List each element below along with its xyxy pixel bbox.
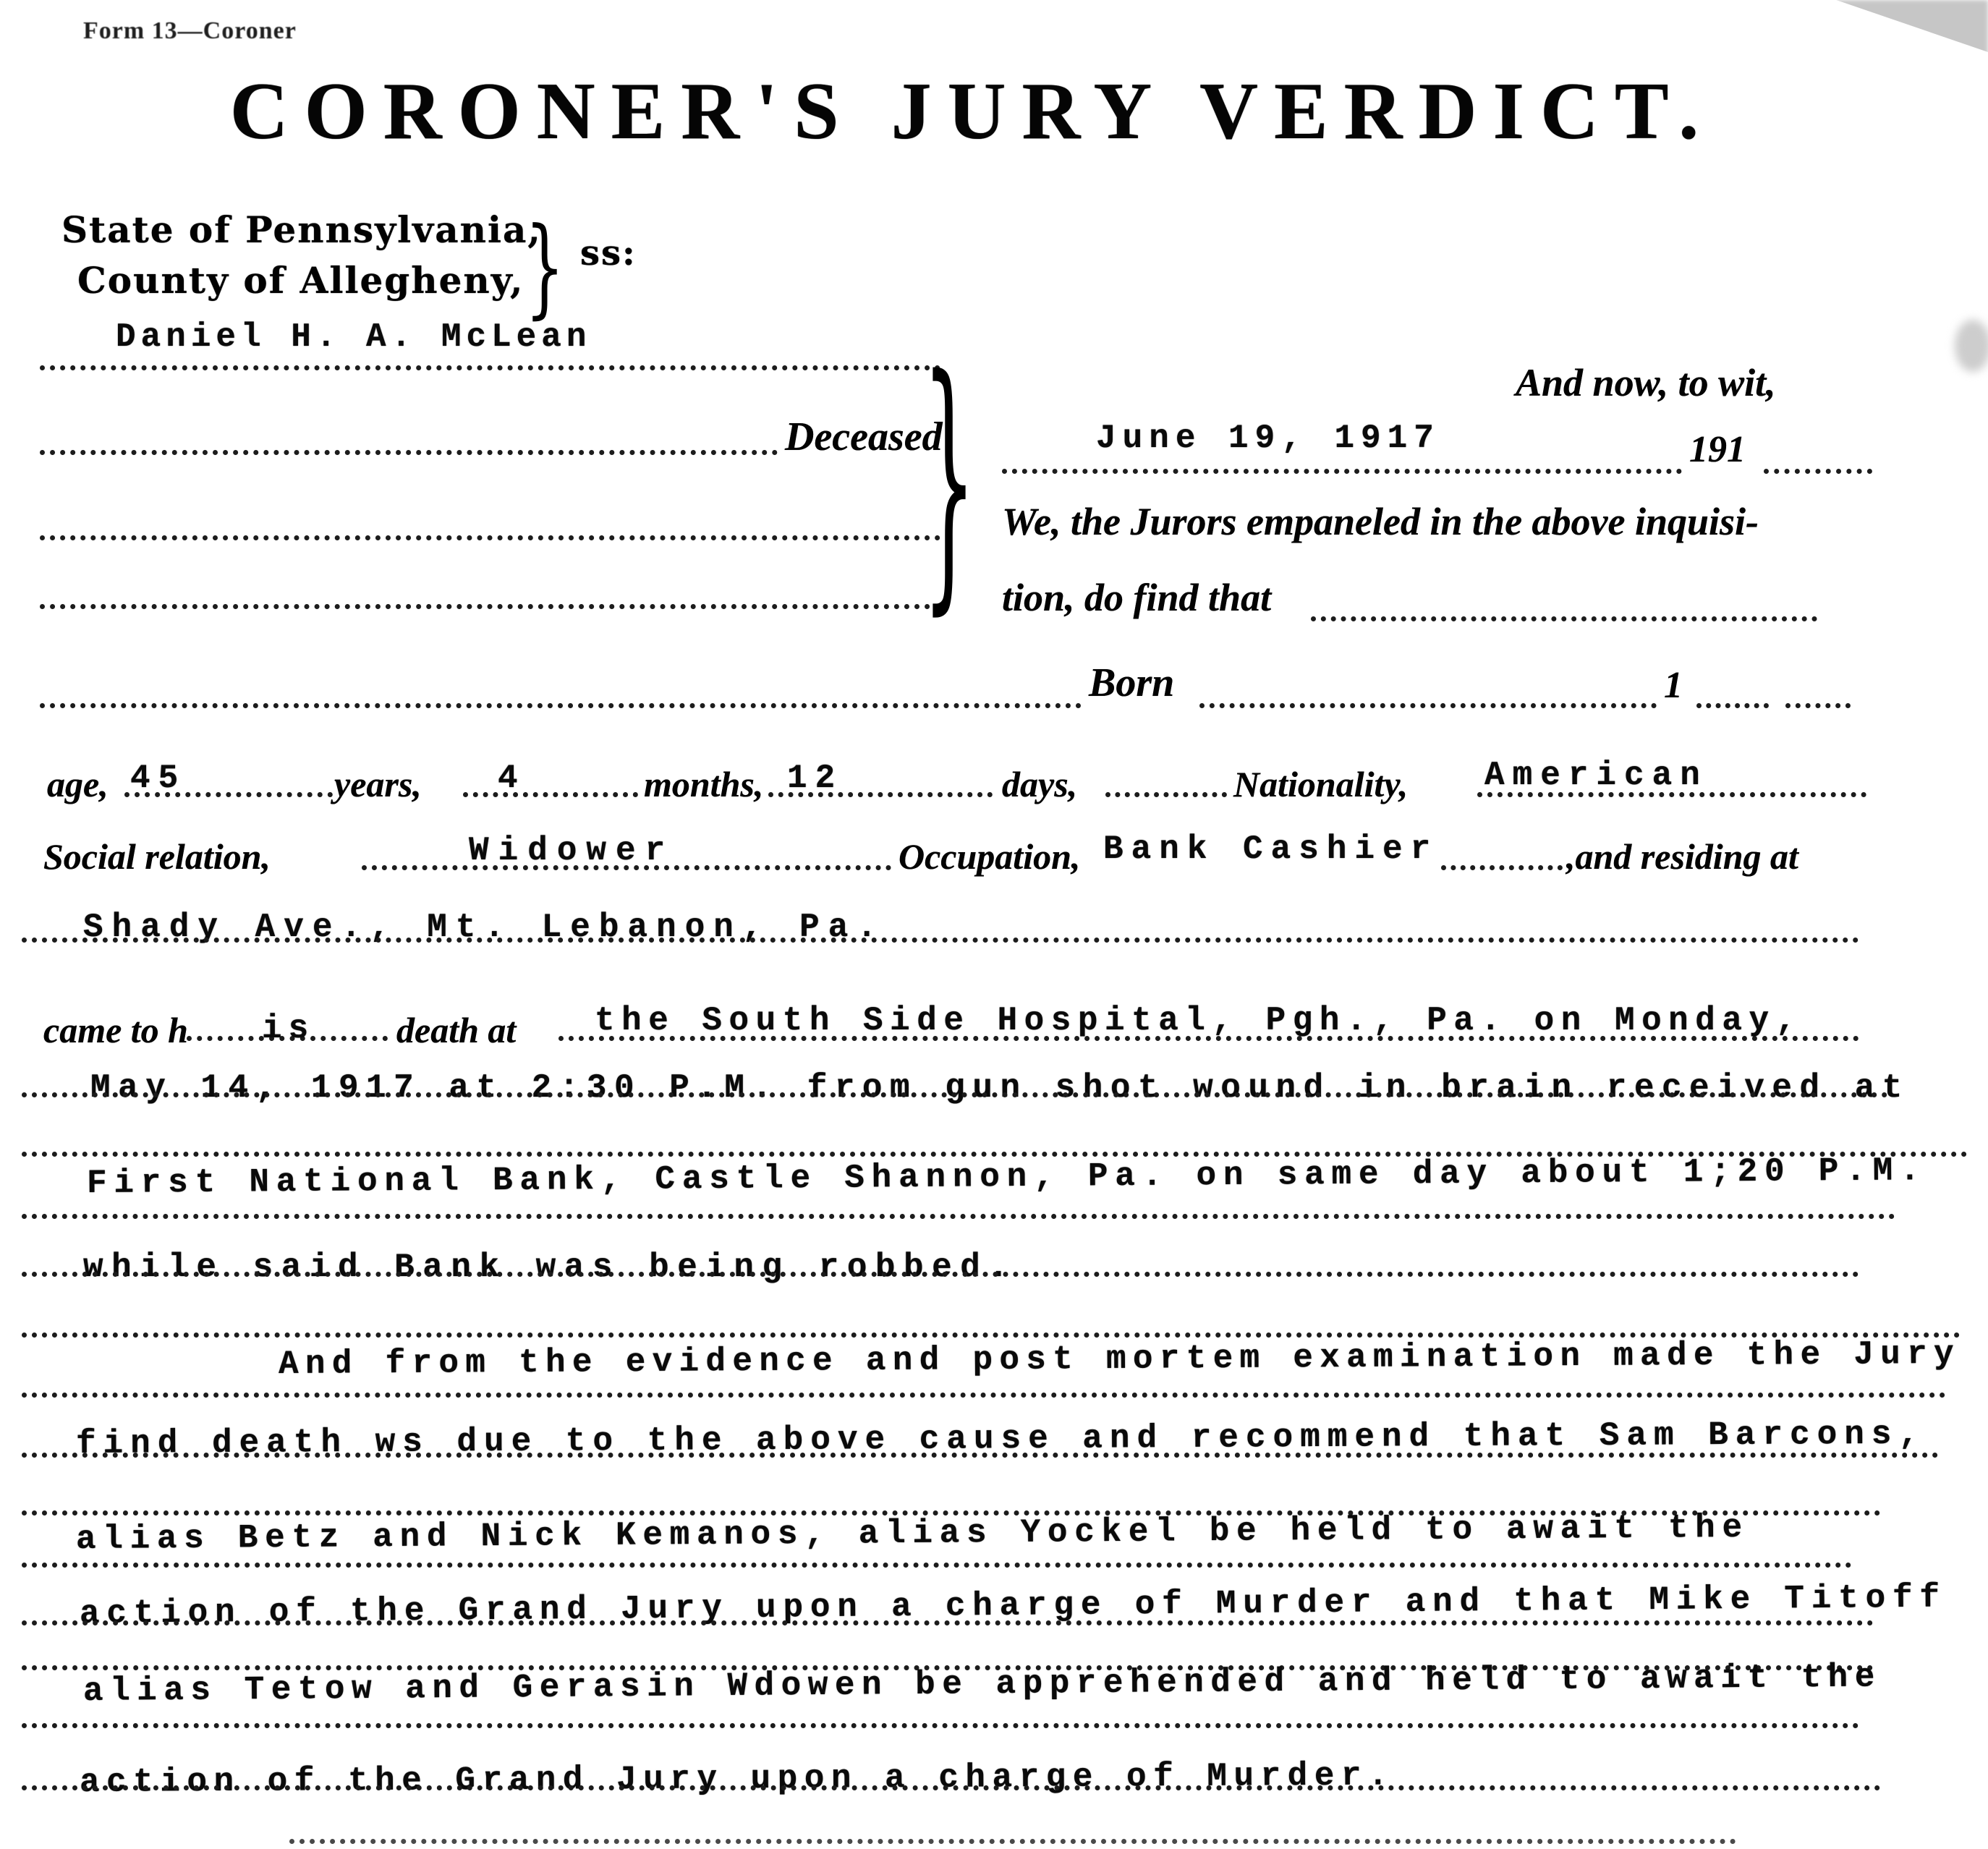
dotted-rule [22, 938, 1859, 943]
days-label: days, [1002, 764, 1078, 804]
social-relation-label: Social relation, [43, 836, 271, 877]
residence-typed: Shady Ave., Mt. Lebanon, Pa. [83, 909, 885, 946]
dotted-rule [22, 1785, 1881, 1790]
deceased-name-typed: Daniel H. A. McLean [116, 318, 592, 356]
years-label: years, [334, 764, 422, 804]
dotted-rule [1785, 703, 1851, 708]
jurat-brace-glyph: } [524, 204, 565, 330]
dotted-rule [40, 604, 940, 609]
dotted-rule [289, 1839, 1736, 1844]
deceased-brace [923, 318, 975, 644]
dotted-rule [22, 1092, 1888, 1097]
deceased-brace-glyph: } [922, 323, 977, 639]
occupation-label: Occupation, [899, 836, 1081, 877]
dotted-rule [1105, 792, 1227, 797]
dotted-rule [1002, 469, 1682, 474]
dotted-rule [22, 1214, 1895, 1219]
dotted-rule [22, 1393, 1946, 1398]
jurors-clause-line1: We, the Jurors empaneled in the above inquisi- [1002, 500, 1759, 543]
scan-smudge-edge [1955, 320, 1988, 372]
verdict-body-line: First National Bank, Castle Shannon, Pa. on same day about 1;20 P.M. [86, 1152, 1927, 1202]
verdict-body-line: And from the evidence and post mortem examination made the Jury [278, 1335, 1961, 1383]
dotted-rule [22, 1563, 1852, 1568]
jurors-clause-line2: tion, do find that [1002, 576, 1272, 619]
verdict-body-line: May 14, 1917 at 2:30 P.M. from gun shot wound in brain received at [90, 1069, 1910, 1107]
deceased-label: Deceased [785, 415, 943, 459]
dotted-rule [40, 703, 1082, 708]
months-label: months, [644, 764, 764, 804]
nationality-label: Nationality, [1233, 764, 1409, 804]
page-title: CORONER'S JURY VERDICT. [229, 67, 1715, 156]
age-label: age, [47, 764, 109, 804]
verdict-body-line: alias Tetow and Gerasin Wdowen be apprehended and held to await the [82, 1658, 1882, 1710]
dotted-rule [1696, 703, 1769, 708]
age-value-typed: 45 [130, 760, 187, 797]
pronoun-typed: is [262, 1010, 315, 1047]
verdict-body-line: action of the Grand Jury upon a charge of Murder. [79, 1756, 1396, 1801]
dotted-rule [1311, 616, 1817, 621]
jurat-ss-label: ss: [580, 233, 637, 273]
dotted-rule [1441, 865, 1563, 870]
verdict-body-line: while said Bank was being robbed. [83, 1249, 1017, 1286]
and-now-to-wit-label: And now, to wit, [1516, 361, 1776, 404]
dotted-rule [1764, 469, 1872, 474]
verdict-body-line: alias Betz and Nick Kemanos, alias Yockel be held to await the [75, 1508, 1750, 1558]
dotted-rule [1199, 703, 1657, 708]
dotted-rule [22, 1620, 1874, 1625]
scan-smudge-corner [1823, 0, 1988, 72]
dotted-rule [22, 1272, 1859, 1277]
social-relation-value-typed: Widower [469, 832, 675, 870]
nationality-value-typed: American [1484, 757, 1708, 794]
jurat-county-line: County of Allegheny, [77, 259, 524, 302]
death-location-typed: the South Side Hospital, Pgh., Pa. on Monday, [595, 1002, 1803, 1040]
dotted-rule [22, 1723, 1859, 1728]
born-year-digit: 1 [1664, 665, 1683, 706]
verdict-body-line: action of the Grand Jury upon a charge of Murder and that Mike Titoff [79, 1578, 1947, 1633]
residing-at-label: ,and residing at [1566, 836, 1798, 877]
year-prefix-printed: 191 [1689, 429, 1746, 470]
dotted-rule [22, 1453, 1939, 1458]
months-value-typed: 12 [787, 760, 844, 797]
jurat-state-line: State of Pennsylvania, [61, 208, 542, 251]
occupation-value-typed: Bank Cashier [1103, 830, 1439, 868]
came-to-label: came to h [43, 1010, 188, 1050]
born-label: Born [1089, 660, 1175, 705]
death-at-label: death at [396, 1010, 517, 1050]
years-value-typed: 4 [498, 760, 526, 797]
dotted-rule [40, 535, 940, 540]
dotted-rule [40, 365, 940, 370]
inquest-date-typed: June 19, 1917 [1096, 420, 1440, 457]
dotted-rule [463, 792, 638, 797]
dotted-rule [40, 450, 778, 455]
verdict-body-line: find death ws due to the above cause and recommend that Sam Barcons, [75, 1415, 1927, 1463]
form-number-label: Form 13—Coroner [83, 17, 297, 44]
